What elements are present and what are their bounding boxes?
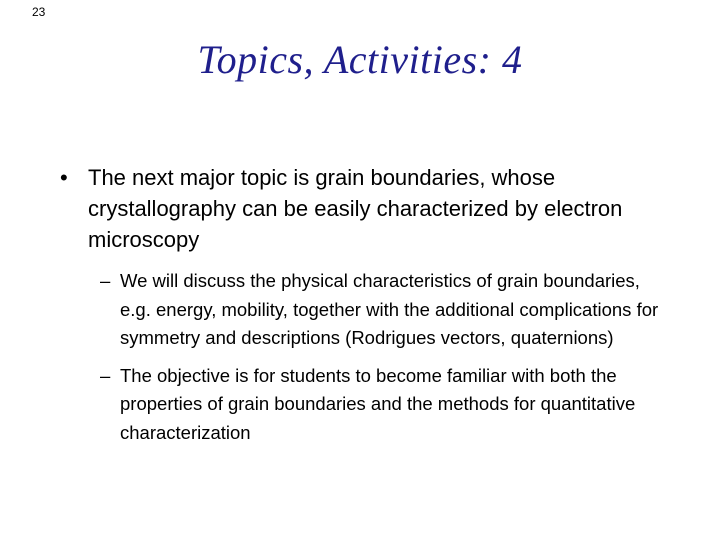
subbullet-text: We will discuss the physical characteristics of grain boundaries, e.g. energy, mobility, together with the additional complications for symmetry and descriptions (Rodrigues vectors, quaternions)	[120, 270, 659, 348]
slide-content	[60, 162, 660, 456]
dash-marker: –	[100, 270, 111, 291]
bullet-main	[60, 162, 660, 255]
subbullet-objective	[100, 362, 660, 448]
slide-title: Topics, Activities: 4	[197, 37, 523, 82]
subbullet-list	[60, 267, 660, 447]
bullet-main-text: The next major topic is grain boundaries, whose crystallography can be easily characterized by electron microscopy	[88, 165, 623, 252]
subbullet-text: The objective is for students to become familiar with both the properties of grain boundaries and the methods for quantitative characterization	[120, 364, 636, 443]
dash-marker: –	[100, 364, 111, 386]
subbullet-physical-characteristics	[100, 267, 660, 353]
slide-number: 23	[32, 5, 46, 19]
bullet-marker: •	[60, 165, 68, 190]
